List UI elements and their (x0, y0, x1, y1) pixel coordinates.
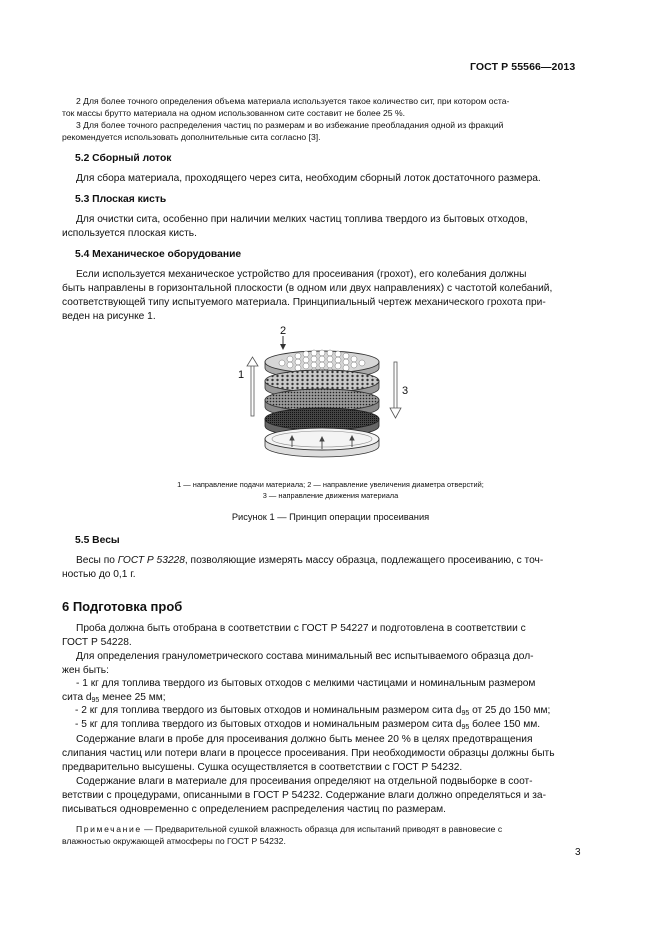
note-3-line-2: рекомендуется использовать дополнительные сита согласно [3]. (62, 132, 321, 142)
figure-legend-line-2: 3 — направление движения материала (262, 491, 399, 500)
section-5-4-heading: 5.4 Механическое оборудование (75, 249, 242, 260)
section-5-5-text-b: , позволяющие измерять массу образца, подлежащего просеиванию, с точ- (184, 555, 544, 566)
section-6-p2-line-1: Для определения гранулометрического состава минимальный вес испытываемого образца дол- (76, 651, 534, 662)
page-number: 3 (575, 847, 581, 858)
section-5-3-heading: 5.3 Плоская кисть (75, 194, 167, 205)
bullet-2-text-a: - 2 кг для топлива твердого из бытовых отходов и номинальным размером сита d (75, 705, 462, 716)
gost-53228-reference: ГОСТ Р 53228 (117, 555, 185, 566)
arrow-1-head (247, 357, 258, 366)
arrow-3-head (390, 408, 401, 418)
note-3-line-1: 3 Для более точного распределения частиц по размерам и во избежание преобладания одной из фракций (76, 120, 504, 130)
section-6-heading: 6 Подготовка проб (62, 599, 183, 614)
arrow-2-head (280, 344, 286, 350)
section-5-4-line-1: Если используется механическое устройство для просеивания (грохот), его колебания должны (76, 269, 527, 280)
figure-caption: Рисунок 1 — Принцип операции просеивания (231, 512, 430, 522)
section-6-p3-line-1: Содержание влаги в пробе для просеивания должно быть менее 20 % в целях предотвращения (76, 734, 533, 745)
section-5-4-line-2: быть направлены в горизонтальной плоскости (в одном или двух направлениях) с частотой колебаний, (62, 283, 553, 294)
note-text: — Предварительной сушкой влажность образца для испытаний приводят в равновесие с (141, 824, 503, 834)
sieving-diagram (230, 322, 430, 462)
section-5-3-line-2: используется плоская кисть. (62, 228, 197, 239)
section-5-5-line-2: ностью до 0,1 г. (62, 569, 136, 580)
section-6-bullet-3 (75, 719, 540, 730)
section-6-p3-line-2: слипания частиц или потери влаги в процессе просеивания. При необходимости образцы должны быть (62, 748, 555, 759)
section-6-p1-line-1: Проба должна быть отобрана в соответствии с ГОСТ Р 54227 и подготовлена в соответствии с (76, 623, 526, 634)
bullet-3-subscript: 95 (461, 724, 470, 731)
section-6-bullet-1-line-2 (62, 691, 584, 705)
figure-label-2: 2 (280, 325, 287, 337)
section-5-2-text: Для сбора материала, проходящего через сита, необходим сборный лоток достаточного размера. (76, 173, 541, 184)
section-5-4-line-3: соответствующей типу испытуемого материала. Принципиальный чертеж механического грохота при- (62, 297, 546, 308)
arrow-3-shaft (394, 362, 397, 410)
section-5-5-line-1 (62, 554, 584, 568)
figure-label-1: 1 (238, 369, 245, 381)
section-5-5-text-a: Весы по (76, 555, 118, 566)
section-5-2-heading: 5.2 Сборный лоток (75, 153, 172, 164)
figure-legend-line-1: 1 — направление подачи материала; 2 — направление увеличения диаметра отверстий; (177, 480, 484, 489)
bullet-2-subscript: 95 (461, 710, 470, 717)
bullet-3-text-a: - 5 кг для топлива твердого из бытовых отходов и номинальным размером сита d (75, 719, 462, 730)
sieve-4-top (265, 408, 379, 430)
arrow-1-shaft (251, 364, 254, 416)
bullet-2-text-b: от 25 до 150 мм; (469, 705, 551, 716)
section-5-3-line-1: Для очистки сита, особенно при наличии мелких частиц топлива твердого из бытовых отходов, (76, 214, 528, 225)
bullet-3-text-b: более 150 мм. (469, 719, 541, 730)
note-2-line-1: 2 Для более точного определения объема материала используется такое количество сит, при котором оста- (76, 96, 510, 106)
section-6-note-line-2: влажностью окружающей атмосферы по ГОСТ Р 54232. (62, 836, 286, 846)
section-5-5-heading: 5.5 Весы (75, 535, 120, 546)
section-6-p4-line-1: Содержание влаги в материале для просеивания определяют на отдельной подвыборке в соот- (76, 776, 533, 787)
note-label: Примечание (76, 824, 142, 834)
bullet-1-subscript: 95 (91, 697, 100, 704)
section-6-p1-line-2: ГОСТ Р 54228. (62, 637, 132, 648)
bullet-1-text-a: сита d (62, 692, 92, 703)
section-6-p4-line-3: писываться одновременно с определением распределения частиц по размерам. (62, 804, 446, 815)
section-6-p3-line-3: предварительно высушены. Сушка осуществляется в соответствии с ГОСТ Р 54232. (62, 762, 463, 773)
section-6-bullet-1-line-1: - 1 кг для топлива твердого из бытовых отходов с мелкими частицами и номинальным размером (76, 678, 536, 689)
bullet-1-text-b: менее 25 мм; (99, 692, 166, 703)
section-5-4-line-4: веден на рисунке 1. (62, 311, 156, 322)
document-id: ГОСТ Р 55566—2013 (470, 61, 576, 73)
section-6-p2-line-2: жен быть: (62, 665, 109, 676)
note-2-line-2: ток массы брутто материала на одном использованном сите составит не более 25 %. (62, 108, 405, 118)
section-6-p4-line-2: ветствии с процедурами, описанными в ГОСТ Р 54232. Содержание влаги должно определяться и за- (62, 790, 546, 801)
section-6-bullet-2 (75, 705, 550, 716)
figure-label-3: 3 (402, 385, 409, 397)
